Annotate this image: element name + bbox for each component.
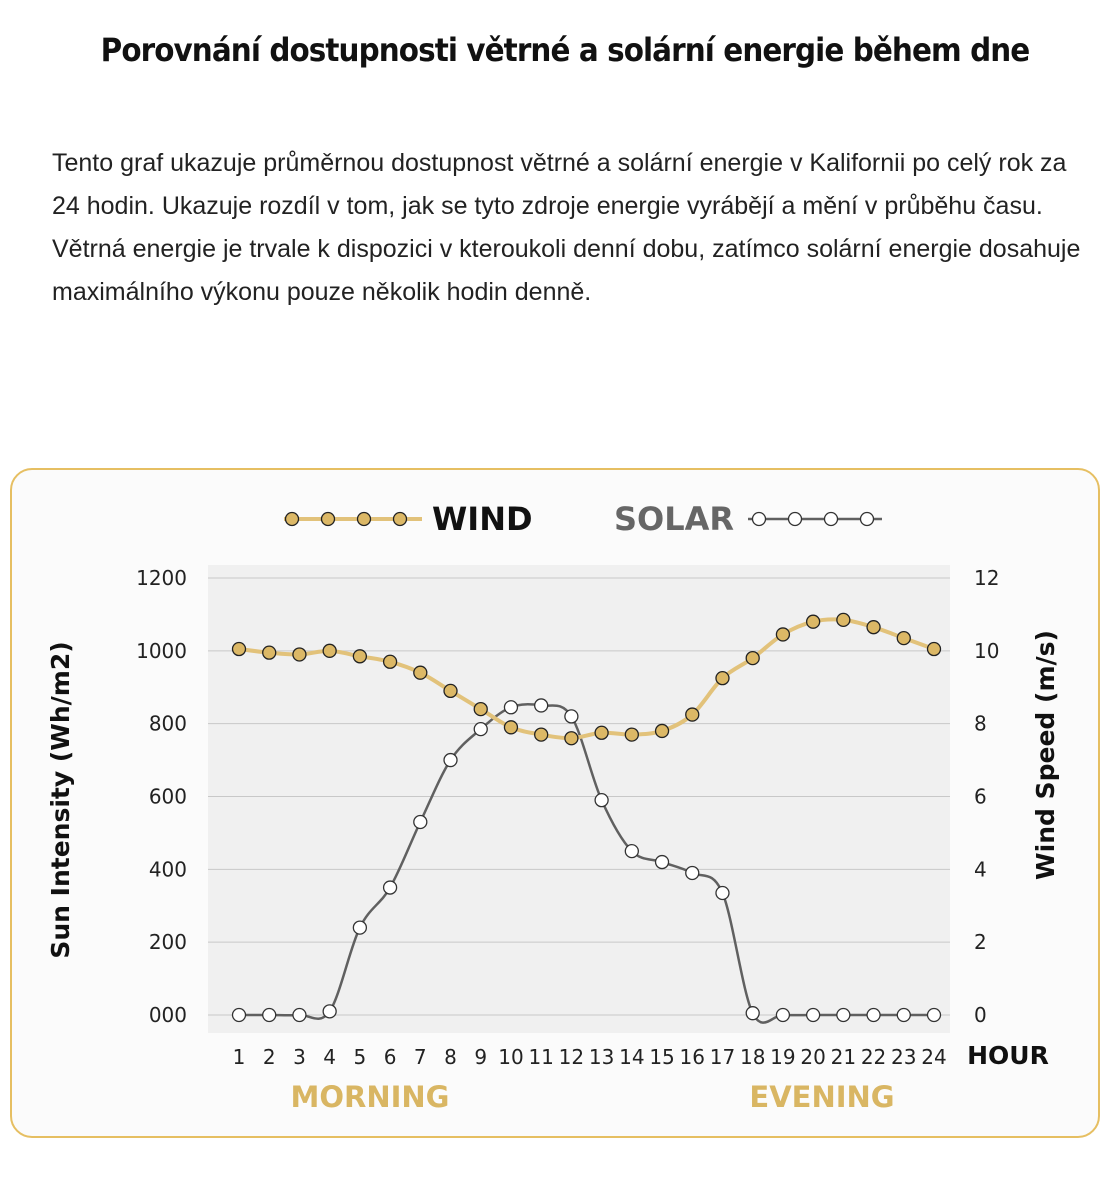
wind-point [595,726,608,739]
x-tick-label: 10 [498,1045,524,1069]
y-right-tick-label: 8 [974,711,987,736]
wind-point [504,721,517,734]
chart-legend [284,500,882,538]
wind-point [928,643,941,656]
solar-point [746,1007,759,1020]
wind-point [565,732,578,745]
wind-point [353,650,366,663]
solar-point [263,1009,276,1022]
wind-point [535,728,548,741]
wind-point [444,684,457,697]
x-tick-label: 19 [770,1045,796,1069]
x-tick-label: 22 [860,1045,887,1069]
legend-wind-marker [322,513,335,526]
solar-point [565,710,578,723]
wind-point [414,666,427,679]
x-tick-label: 21 [830,1045,857,1069]
x-tick-label: 12 [558,1045,585,1069]
period-morning-label: MORNING [290,1080,450,1114]
x-tick-label: 3 [293,1045,306,1069]
wind-point [233,643,246,656]
solar-point [776,1009,789,1022]
solar-point [867,1009,880,1022]
wind-point [807,615,820,628]
x-tick-label: 18 [739,1045,766,1069]
y-right-axis-title: Wind Speed (m/s) [1031,630,1060,880]
page-description: Tento graf ukazuje průměrnou dostupnost větrné a solární energie v Kalifornii po celý rok za 24 hodin. Ukazuje rozdíl v tom, jak se tyto zdroje energie vyrábějí a mění v průběhu času. Větrná energie je trvale k dispozici v kteroukoli denní dobu, zatímco solární energie dosahuje maximálního výkonu pouze několik hodin denně. [52,149,1081,306]
solar-point [293,1009,306,1022]
solar-point [474,723,487,736]
x-tick-label: 1 [232,1045,246,1069]
wind-point [897,632,910,645]
solar-point [384,881,397,894]
solar-point [504,701,517,714]
wind-point [656,724,669,737]
solar-point [686,866,699,879]
x-tick-label: 2 [262,1045,276,1069]
x-tick-label: 24 [921,1045,947,1069]
x-tick-label: 17 [709,1045,736,1069]
period-labels [291,1080,895,1114]
x-tick-label: 6 [383,1045,397,1069]
period-evening-label: EVENING [749,1080,895,1114]
wind-point [867,621,880,634]
wind-point [384,655,397,668]
legend-solar-label: SOLAR [614,500,735,538]
y-right-tick-label: 10 [974,638,1000,663]
solar-point [807,1009,820,1022]
y-left-tick-label: 600 [148,784,187,809]
x-tick-label: 13 [588,1045,615,1069]
y-left-axis-title: Sun Intensity (Wh/m2) [46,641,75,959]
y-left-tick-label: 1000 [136,638,187,663]
legend-wind-marker [286,513,299,526]
legend-solar-marker [861,513,874,526]
y-right-tick-label: 0 [974,1003,987,1027]
solar-point [444,754,457,767]
y-left-tick-label: 1200 [136,566,187,590]
x-tick-label: 8 [444,1045,457,1069]
x-tick-label: 7 [413,1045,427,1069]
y-right-tick-label: 6 [974,784,987,809]
wind-point [323,644,336,657]
x-axis-title: HOUR [967,1041,1049,1070]
solar-point [656,856,669,869]
y-right-tick-label: 12 [974,566,1000,590]
x-tick-label: 5 [353,1045,367,1069]
wind-point [716,672,729,685]
wind-point [625,728,638,741]
legend-solar-marker [753,513,766,526]
plot-background [208,565,950,1033]
chart [12,470,1098,1136]
y-left-tick-label: 000 [148,1003,187,1027]
x-tick-label: 15 [649,1045,675,1069]
x-tick-label: 20 [800,1045,826,1069]
solar-point [595,794,608,807]
solar-point [625,845,638,858]
x-tick-label: 23 [891,1045,917,1069]
y-left-tick-label: 800 [148,711,187,736]
solar-point [323,1005,336,1018]
x-tick-label: 11 [528,1045,554,1069]
solar-point [897,1009,910,1022]
solar-point [928,1009,941,1022]
wind-point [263,646,276,659]
solar-point [535,699,548,712]
wind-point [837,613,850,626]
y-left-tick-label: 200 [148,930,187,955]
solar-point [233,1009,246,1022]
solar-point [837,1009,850,1022]
chart-card [10,468,1100,1138]
x-tick-label: 4 [323,1045,337,1069]
wind-point [686,708,699,721]
wind-point [776,628,789,641]
solar-point [716,887,729,900]
wind-point [293,648,306,661]
legend-wind-marker [358,513,371,526]
legend-solar-marker [789,513,802,526]
x-tick-label: 16 [679,1045,705,1069]
legend-solar-marker [825,513,838,526]
y-right-tick-label: 2 [974,930,987,955]
legend-wind-label: WIND [432,500,533,538]
chart-grid [208,565,950,1033]
page-title: Porovnání dostupnosti větrné a solární energie během dne [100,31,1030,69]
y-right-tick-label: 4 [974,857,987,882]
wind-point [474,703,487,716]
x-tick-label: 9 [474,1045,488,1069]
solar-point [353,921,366,934]
wind-point [746,652,759,665]
y-left-tick-label: 400 [148,857,187,882]
x-tick-label: 14 [619,1045,645,1069]
solar-point [414,815,427,828]
legend-wind-marker [394,513,407,526]
